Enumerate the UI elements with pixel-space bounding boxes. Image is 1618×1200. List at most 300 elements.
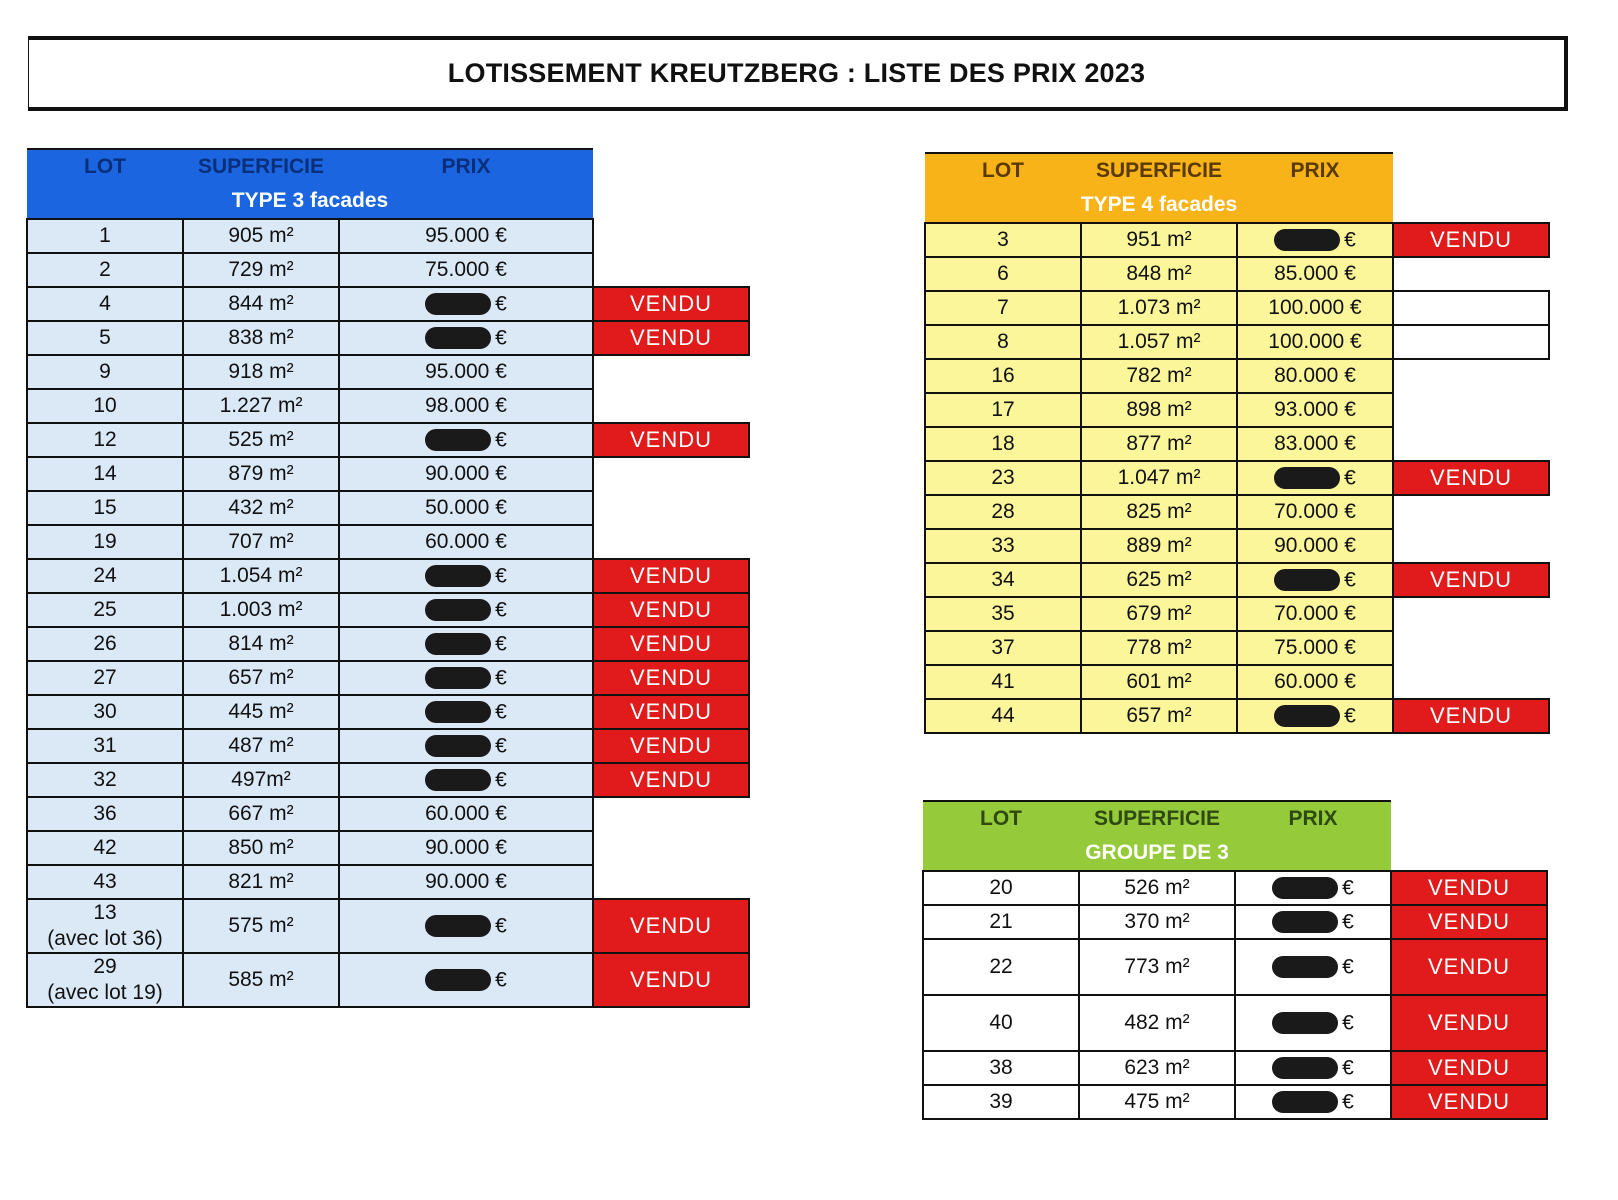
redacted-price [1274, 569, 1340, 591]
table-row [27, 253, 749, 287]
groupe3-header-lot: LOT [923, 801, 1079, 836]
table-row [923, 1051, 1547, 1085]
redacted-price [1274, 229, 1340, 251]
superficie-cell: 951 m² [1081, 223, 1237, 257]
lot-number: 22 [989, 955, 1013, 978]
prix-cell: 75.000 € [339, 253, 593, 287]
vendu-badge: VENDU [593, 423, 749, 457]
vendu-badge: VENDU [593, 729, 749, 763]
prix-cell [1235, 995, 1391, 1051]
status-spacer [593, 457, 749, 491]
table-row [925, 495, 1549, 529]
prix-cell [339, 729, 593, 763]
prix-cell [339, 593, 593, 627]
lot-cell [925, 359, 1081, 393]
prix-cell: 50.000 € [339, 491, 593, 525]
lot-cell [923, 995, 1079, 1051]
superficie-cell: 838 m² [183, 321, 339, 355]
table-row [925, 291, 1549, 325]
lot-number: 38 [989, 1056, 1013, 1079]
prix-cell [1235, 1085, 1391, 1119]
lot-number: 19 [93, 530, 117, 553]
superficie-cell: 370 m² [1079, 905, 1235, 939]
superficie-cell: 782 m² [1081, 359, 1237, 393]
lot-number: 29 [93, 955, 117, 978]
superficie-cell: 1.054 m² [183, 559, 339, 593]
superficie-cell: 475 m² [1079, 1085, 1235, 1119]
prix-cell [1235, 1051, 1391, 1085]
table-row [925, 529, 1549, 563]
table-row [27, 627, 749, 661]
vendu-badge: VENDU [1391, 871, 1547, 905]
superficie-cell: 1.003 m² [183, 593, 339, 627]
currency-symbol: € [1342, 955, 1354, 979]
prix-cell [339, 627, 593, 661]
superficie-cell: 814 m² [183, 627, 339, 661]
superficie-cell: 623 m² [1079, 1051, 1235, 1085]
table-row [27, 763, 749, 797]
status-spacer [1393, 597, 1549, 631]
lot-cell [27, 661, 183, 695]
superficie-cell: 601 m² [1081, 665, 1237, 699]
vendu-badge: VENDU [593, 899, 749, 953]
currency-symbol: € [495, 666, 507, 690]
vendu-badge: VENDU [1393, 461, 1549, 495]
prix-cell [339, 899, 593, 953]
superficie-cell: 898 m² [1081, 393, 1237, 427]
vendu-badge: VENDU [593, 593, 749, 627]
redacted-price [425, 735, 491, 757]
superficie-cell: 918 m² [183, 355, 339, 389]
table-row [27, 695, 749, 729]
lot-number: 14 [93, 462, 117, 485]
lot-number: 27 [93, 666, 117, 689]
table-row [925, 631, 1549, 665]
lot-number: 5 [99, 326, 111, 349]
prix-cell [339, 287, 593, 321]
lot-number: 20 [989, 876, 1013, 899]
vendu-badge: VENDU [1393, 563, 1549, 597]
redacted-price [1274, 467, 1340, 489]
superficie-cell: 778 m² [1081, 631, 1237, 665]
lot-number: 7 [997, 296, 1009, 319]
currency-symbol: € [495, 428, 507, 452]
prix-cell: 95.000 € [339, 355, 593, 389]
empty-status-box [1393, 325, 1549, 359]
lot-number: 30 [93, 700, 117, 723]
table-row [923, 871, 1547, 905]
type4-header-lot: LOT [925, 153, 1081, 188]
table-row [27, 865, 749, 899]
type3-header-superficie: SUPERFICIE [183, 149, 339, 184]
table-row [923, 939, 1547, 995]
type3-subtitle-spacer [593, 184, 749, 219]
vendu-badge: VENDU [1391, 905, 1547, 939]
lot-cell [27, 899, 183, 953]
lot-cell [923, 1085, 1079, 1119]
type3-header-lot: LOT [27, 149, 183, 184]
lot-number: 37 [991, 636, 1015, 659]
redacted-price [425, 293, 491, 315]
prix-cell [1237, 223, 1393, 257]
prix-cell [339, 423, 593, 457]
superficie-cell: 889 m² [1081, 529, 1237, 563]
superficie-cell: 625 m² [1081, 563, 1237, 597]
lot-cell [27, 865, 183, 899]
table-row [923, 995, 1547, 1051]
superficie-cell: 848 m² [1081, 257, 1237, 291]
type4-subtitle-row [925, 188, 1549, 223]
superficie-cell: 657 m² [1081, 699, 1237, 733]
lot-number: 9 [99, 360, 111, 383]
table-row [27, 287, 749, 321]
superficie-cell: 773 m² [1079, 939, 1235, 995]
lot-number: 16 [991, 364, 1015, 387]
status-spacer [593, 219, 749, 253]
currency-symbol: € [1342, 876, 1354, 900]
prix-cell [339, 661, 593, 695]
lot-number: 21 [989, 910, 1013, 933]
page-title-box [28, 36, 1568, 111]
currency-symbol: € [495, 734, 507, 758]
type3-header-row [27, 149, 749, 184]
lot-cell [27, 525, 183, 559]
lot-cell [27, 253, 183, 287]
lot-number: 34 [991, 568, 1015, 591]
type3-subtitle: TYPE 3 facades [27, 184, 593, 219]
currency-symbol: € [495, 700, 507, 724]
prix-cell [339, 763, 593, 797]
table-row [27, 525, 749, 559]
lot-cell [925, 393, 1081, 427]
lot-number: 17 [991, 398, 1015, 421]
table-row [925, 665, 1549, 699]
vendu-badge: VENDU [593, 559, 749, 593]
lot-number: 40 [989, 1011, 1013, 1034]
lot-number: 18 [991, 432, 1015, 455]
currency-symbol: € [1344, 466, 1356, 490]
status-spacer [593, 491, 749, 525]
table-row [27, 389, 749, 423]
prix-cell: 60.000 € [339, 525, 593, 559]
superficie-cell: 825 m² [1081, 495, 1237, 529]
currency-symbol: € [1342, 1056, 1354, 1080]
lot-cell [925, 223, 1081, 257]
currency-symbol: € [1344, 568, 1356, 592]
prix-cell [1235, 939, 1391, 995]
lot-number: 31 [93, 734, 117, 757]
redacted-price [425, 769, 491, 791]
lot-number: 36 [93, 802, 117, 825]
redacted-price [1272, 1091, 1338, 1113]
lot-cell [27, 423, 183, 457]
groupe3-header-superficie: SUPERFICIE [1079, 801, 1235, 836]
lot-cell [925, 631, 1081, 665]
groupe3-subtitle: GROUPE DE 3 [923, 836, 1391, 871]
prix-cell: 93.000 € [1237, 393, 1393, 427]
lot-cell [27, 389, 183, 423]
lot-cell [925, 597, 1081, 631]
prix-cell [1237, 563, 1393, 597]
lot-number: 43 [93, 870, 117, 893]
lot-cell [923, 939, 1079, 995]
prix-cell [339, 695, 593, 729]
prix-cell: 80.000 € [1237, 359, 1393, 393]
redacted-price [1272, 1057, 1338, 1079]
lot-cell [925, 257, 1081, 291]
lot-number: 32 [93, 768, 117, 791]
groupe3-header-row [923, 801, 1547, 836]
groupe3-price-table [922, 800, 1548, 1120]
redacted-price [1272, 1012, 1338, 1034]
lot-cell [27, 797, 183, 831]
redacted-price [1272, 956, 1338, 978]
prix-cell [1237, 699, 1393, 733]
redacted-price [425, 327, 491, 349]
lot-cell [923, 871, 1079, 905]
lot-cell [27, 355, 183, 389]
vendu-badge: VENDU [593, 627, 749, 661]
prix-cell: 100.000 € [1237, 291, 1393, 325]
superficie-cell: 526 m² [1079, 871, 1235, 905]
lot-cell [925, 665, 1081, 699]
table-row [923, 1085, 1547, 1119]
currency-symbol: € [1342, 910, 1354, 934]
lot-cell [923, 1051, 1079, 1085]
redacted-price [425, 565, 491, 587]
superficie-cell: 497m² [183, 763, 339, 797]
lot-number: 2 [99, 258, 111, 281]
status-spacer [1393, 427, 1549, 461]
currency-symbol: € [495, 768, 507, 792]
table-row [27, 661, 749, 695]
superficie-cell: 667 m² [183, 797, 339, 831]
lot-cell [923, 905, 1079, 939]
superficie-cell: 707 m² [183, 525, 339, 559]
lot-number: 28 [991, 500, 1015, 523]
lot-cell [27, 457, 183, 491]
table-row [925, 427, 1549, 461]
lot-cell [27, 491, 183, 525]
superficie-cell: 879 m² [183, 457, 339, 491]
superficie-cell: 821 m² [183, 865, 339, 899]
type4-price-table [924, 152, 1550, 734]
prix-cell [1235, 905, 1391, 939]
table-row [27, 219, 749, 253]
lot-number: 12 [93, 428, 117, 451]
status-spacer [1393, 359, 1549, 393]
lot-cell [925, 427, 1081, 461]
lot-number: 25 [93, 598, 117, 621]
superficie-cell: 1.047 m² [1081, 461, 1237, 495]
superficie-cell: 585 m² [183, 953, 339, 1007]
status-spacer [593, 389, 749, 423]
lot-note: (avec lot 36) [47, 927, 163, 950]
vendu-badge: VENDU [593, 287, 749, 321]
prix-cell [339, 953, 593, 1007]
lot-number: 41 [991, 670, 1015, 693]
redacted-price [425, 667, 491, 689]
vendu-badge: VENDU [1393, 699, 1549, 733]
vendu-badge: VENDU [593, 661, 749, 695]
superficie-cell: 525 m² [183, 423, 339, 457]
table-row [925, 563, 1549, 597]
lot-cell [925, 325, 1081, 359]
type4-subtitle-spacer [1393, 188, 1549, 223]
table-row [27, 355, 749, 389]
lot-number: 33 [991, 534, 1015, 557]
currency-symbol: € [495, 598, 507, 622]
lot-number: 23 [991, 466, 1015, 489]
lot-cell [27, 287, 183, 321]
redacted-price [425, 915, 491, 937]
type4-header-row [925, 153, 1549, 188]
table-row [27, 899, 749, 953]
lot-number: 24 [93, 564, 117, 587]
vendu-badge: VENDU [593, 953, 749, 1007]
lot-cell [27, 593, 183, 627]
groupe3-subtitle-spacer [1391, 836, 1547, 871]
lot-cell [925, 291, 1081, 325]
table-row [27, 797, 749, 831]
status-spacer [1393, 495, 1549, 529]
prix-cell: 60.000 € [339, 797, 593, 831]
redacted-price [425, 701, 491, 723]
table-row [27, 559, 749, 593]
lot-cell [925, 699, 1081, 733]
lot-cell [27, 763, 183, 797]
type3-subtitle-row [27, 184, 749, 219]
lot-cell [27, 695, 183, 729]
prix-cell: 75.000 € [1237, 631, 1393, 665]
currency-symbol: € [1344, 704, 1356, 728]
prix-cell: 98.000 € [339, 389, 593, 423]
lot-number: 6 [997, 262, 1009, 285]
superficie-cell: 1.227 m² [183, 389, 339, 423]
status-spacer [593, 831, 749, 865]
table-row [27, 321, 749, 355]
prix-cell: 90.000 € [1237, 529, 1393, 563]
lot-cell [925, 495, 1081, 529]
superficie-cell: 1.057 m² [1081, 325, 1237, 359]
status-spacer [1393, 257, 1549, 291]
lot-number: 10 [93, 394, 117, 417]
empty-status-box [1393, 291, 1549, 325]
vendu-badge: VENDU [1391, 1085, 1547, 1119]
status-spacer [1393, 393, 1549, 427]
lot-cell [27, 953, 183, 1007]
superficie-cell: 445 m² [183, 695, 339, 729]
lot-number: 26 [93, 632, 117, 655]
vendu-badge: VENDU [593, 763, 749, 797]
status-spacer [593, 797, 749, 831]
currency-symbol: € [1342, 1090, 1354, 1114]
lot-cell [27, 321, 183, 355]
vendu-badge: VENDU [1391, 939, 1547, 995]
status-spacer [593, 865, 749, 899]
currency-symbol: € [495, 292, 507, 316]
redacted-price [425, 969, 491, 991]
lot-cell [27, 627, 183, 661]
redacted-price [425, 599, 491, 621]
prix-cell: 90.000 € [339, 831, 593, 865]
lot-cell [925, 461, 1081, 495]
table-row [925, 393, 1549, 427]
prix-cell [1235, 871, 1391, 905]
redacted-price [425, 633, 491, 655]
type3-price-table [26, 148, 750, 1008]
table-row [923, 905, 1547, 939]
prix-cell: 90.000 € [339, 865, 593, 899]
status-spacer [1393, 631, 1549, 665]
superficie-cell: 850 m² [183, 831, 339, 865]
lot-number: 42 [93, 836, 117, 859]
page-title: LOTISSEMENT KREUTZBERG : LISTE DES PRIX 2023 [447, 58, 1146, 88]
table-row [27, 423, 749, 457]
vendu-badge: VENDU [1391, 995, 1547, 1051]
table-row [925, 461, 1549, 495]
table-row [925, 257, 1549, 291]
currency-symbol: € [495, 564, 507, 588]
table-row [27, 491, 749, 525]
status-spacer [593, 355, 749, 389]
prix-cell [339, 321, 593, 355]
redacted-price [1274, 705, 1340, 727]
prix-cell: 70.000 € [1237, 597, 1393, 631]
prix-cell: 70.000 € [1237, 495, 1393, 529]
lot-cell [27, 831, 183, 865]
vendu-badge: VENDU [593, 695, 749, 729]
table-row [925, 597, 1549, 631]
currency-symbol: € [1342, 1011, 1354, 1035]
lot-cell [27, 559, 183, 593]
lot-cell [925, 529, 1081, 563]
table-row [27, 457, 749, 491]
superficie-cell: 487 m² [183, 729, 339, 763]
prix-cell: 83.000 € [1237, 427, 1393, 461]
prix-cell: 100.000 € [1237, 325, 1393, 359]
status-spacer [1393, 665, 1549, 699]
prix-cell: 90.000 € [339, 457, 593, 491]
table-row [27, 729, 749, 763]
lot-number: 1 [99, 224, 111, 247]
type4-header-prix: PRIX [1237, 153, 1393, 188]
currency-symbol: € [495, 326, 507, 350]
type4-header-superficie: SUPERFICIE [1081, 153, 1237, 188]
lot-cell [27, 219, 183, 253]
lot-number: 15 [93, 496, 117, 519]
table-row [27, 831, 749, 865]
prix-cell [339, 559, 593, 593]
superficie-cell: 432 m² [183, 491, 339, 525]
superficie-cell: 905 m² [183, 219, 339, 253]
vendu-badge: VENDU [593, 321, 749, 355]
groupe3-subtitle-row [923, 836, 1547, 871]
status-spacer [593, 525, 749, 559]
superficie-cell: 877 m² [1081, 427, 1237, 461]
currency-symbol: € [495, 914, 507, 938]
superficie-cell: 729 m² [183, 253, 339, 287]
lot-cell [27, 729, 183, 763]
currency-symbol: € [1344, 228, 1356, 252]
groupe3-header-spacer [1391, 801, 1547, 836]
table-row [27, 953, 749, 1007]
table-row [925, 325, 1549, 359]
redacted-price [1272, 911, 1338, 933]
prix-cell: 85.000 € [1237, 257, 1393, 291]
vendu-badge: VENDU [1393, 223, 1549, 257]
table-row [925, 223, 1549, 257]
